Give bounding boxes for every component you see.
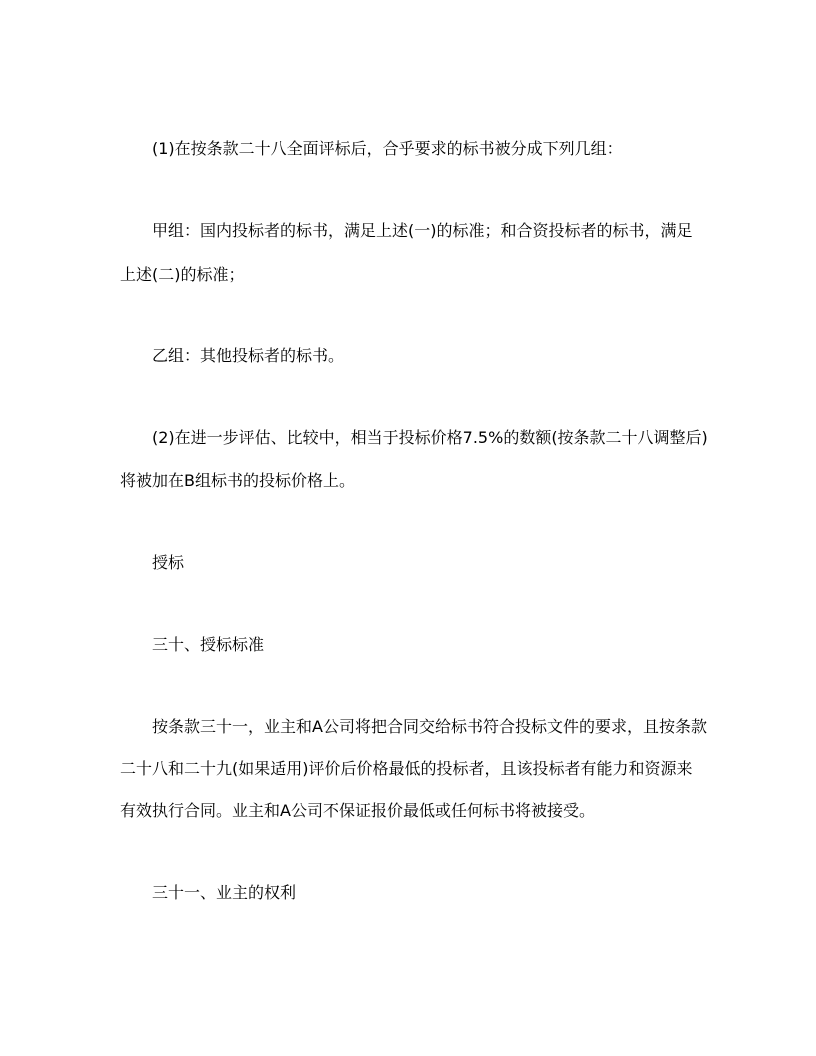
clause-30-line-2: 二十八和二十九(如果适用)评价后价格最低的投标者，且该投标者有能力和资源来 xyxy=(120,759,693,778)
paragraph-group-a-line-1: 甲组：国内投标者的标书，满足上述(一)的标准；和合资投标者的标书，满足 xyxy=(152,221,693,240)
clause-30-heading: 三十、授标标准 xyxy=(152,635,265,654)
paragraph-group-b: 乙组：其他投标者的标书。 xyxy=(152,346,345,365)
clause-31-heading: 三十一、业主的权利 xyxy=(152,883,297,902)
paragraph-grouping-intro: (1)在按条款二十八全面评标后，合乎要求的标书被分成下列几组： xyxy=(152,139,623,158)
section-heading-award: 授标 xyxy=(152,553,185,572)
clause-30-line-1: 按条款三十一，业主和A公司将把合同交给标书符合投标文件的要求，且按条款 xyxy=(152,717,707,736)
clause-30-line-3: 有效执行合同。业主和A公司不保证报价最低或任何标书将被接受。 xyxy=(120,801,595,820)
paragraph-preference-line-1: (2)在进一步评估、比较中，相当于投标价格7.5%的数额(按条款二十八调整后) xyxy=(152,428,708,447)
paragraph-preference-line-2: 将被加在B组标书的投标价格上。 xyxy=(120,471,355,490)
paragraph-group-a-line-2: 上述(二)的标准； xyxy=(120,265,245,284)
